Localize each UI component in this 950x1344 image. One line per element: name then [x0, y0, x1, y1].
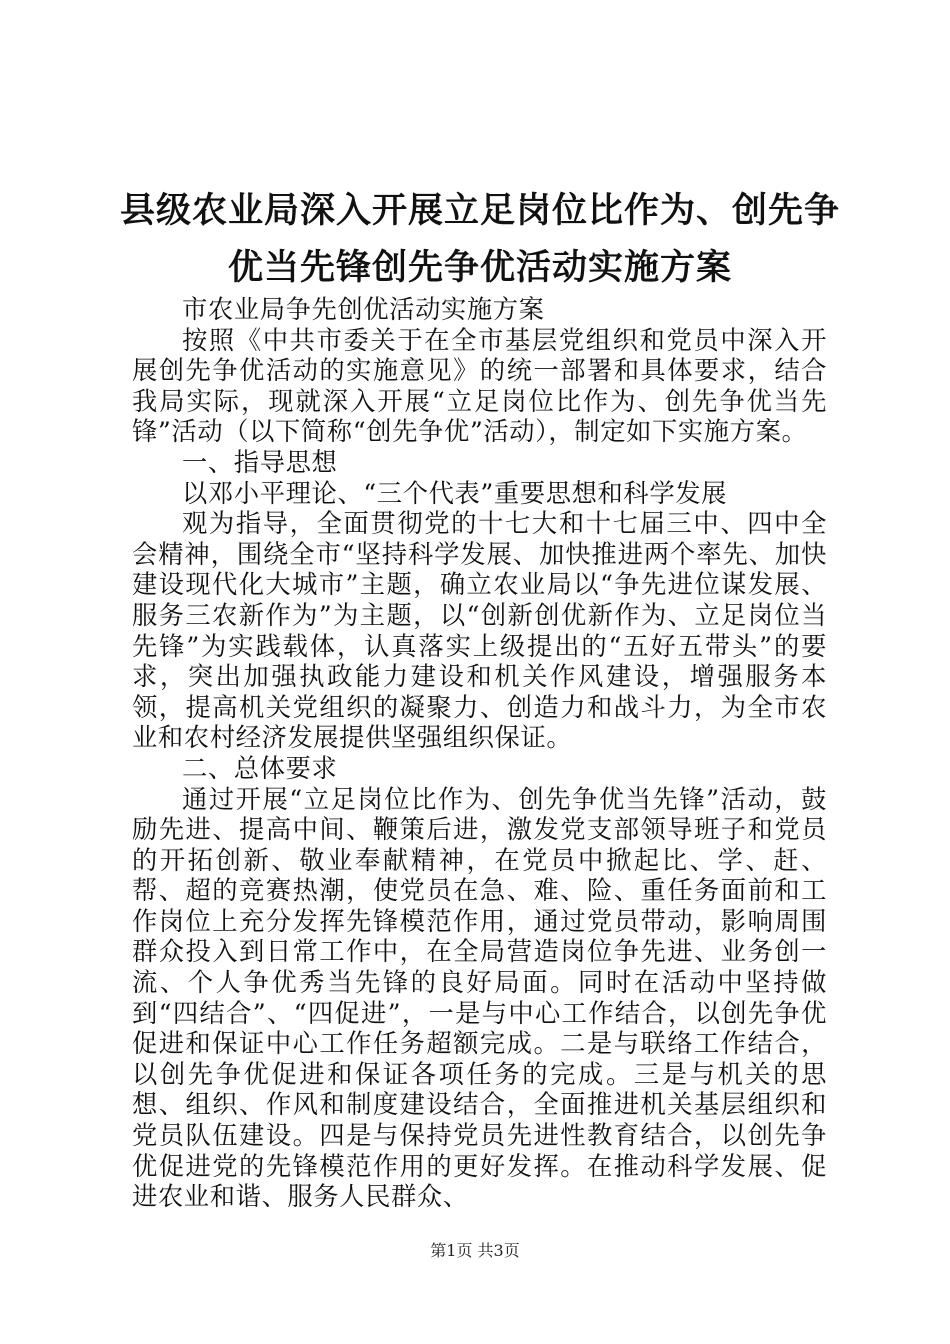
subtitle-paragraph: 市农业局争先创优活动实施方案	[182, 295, 545, 324]
title-line-2: 优当先锋创先争优活动实施方案	[227, 248, 732, 288]
intro-paragraph: 按照《中共市委关于在全市基层党组织和党员中深入开展创先争优活动的实施意见》的统一部署和具体要求，结合我局实际，现就深入开展“立足岗位比作为、创先争优当先锋”活动（以下简称“创先争优”活动），制定如下实施方案。	[132, 325, 827, 447]
section-heading-guiding-ideology: 一、指导思想	[182, 447, 338, 477]
general-requirements-paragraph: 通过开展“立足岗位比作为、创先争优当先锋”活动，鼓励先进、提高中间、鞭策后进，激发党支部领导班子和党员的开拓创新、敬业奉献精神，在党员中掀起比、学、赶、帮、超的竞赛热潮，使党员在急、难、险、重任务面前和工作岗位上充分发挥先锋模范作用，通过党员带动，影响周围群众投入到日常工作中，在全局营造岗位争先进、业务创一流、个人争优秀当先锋的良好局面。同时在活动中坚持做到“四结合”、“四促进”，一是与中心工作结合，以创先争优促进和保证中心工作任务超额完成。二是与联络工作结合，以创先争优促进和保证各项任务的完成。三是与机关的思想、组织、作风和制度建设结合，全面推进机关基层组织和党员队伍建设。四是与保持党员先进性教育结合，以创先争优促进党的先锋模范作用的更好发挥。在推动科学发展、促进农业和谐、服务人民群众、	[132, 784, 827, 1212]
section-heading-general-requirements: 二、总体要求	[182, 753, 338, 783]
guiding-ideology-paragraph: 观为指导，全面贯彻党的十七大和十七届三中、四中全会精神，围绕全市“坚持科学发展、加快推进两个率先、加快建设现代化大城市”主题，确立农业局以“争先进位谋发展、服务三农新作为”为主题，以“创新创优新作为、立足岗位当先锋”为实践载体，认真落实上级提出的“五好五带头”的要求，突出加强执政能力建设和机关作风建设，增强服务本领，提高机关党组织的凝聚力、创造力和战斗力，为全市农业和农村经济发展提供坚强组织保证。	[132, 509, 827, 753]
guiding-ideology-line: 以邓小平理论、“三个代表”重要思想和科学发展	[182, 478, 728, 508]
page-footer: 第1页 共3页	[430, 1241, 520, 1260]
document-title	[100, 183, 860, 297]
document-body	[132, 295, 827, 1213]
title-line-1: 县级农业局深入开展立足岗位比作为、创先争	[119, 191, 840, 231]
